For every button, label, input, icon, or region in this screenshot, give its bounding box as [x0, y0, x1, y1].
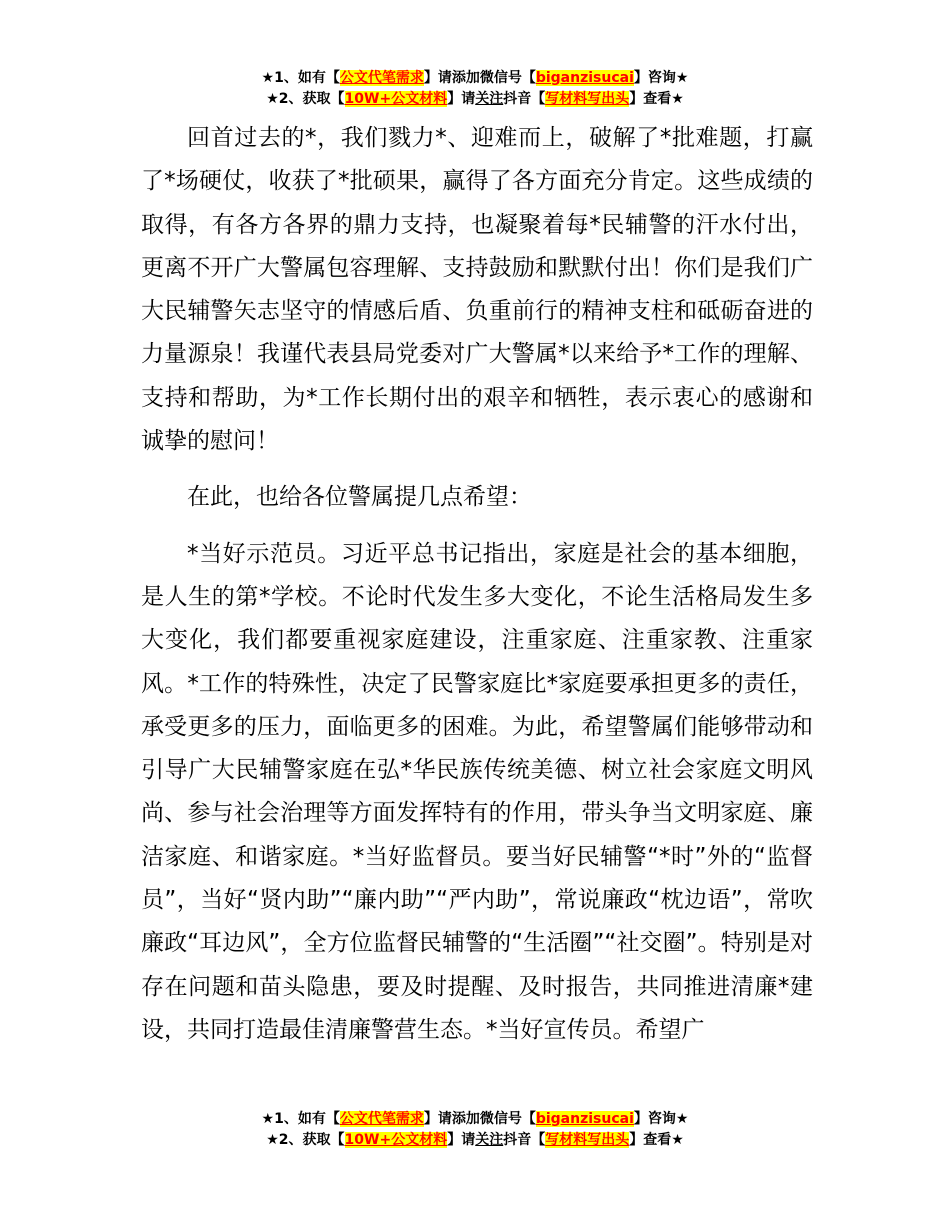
banner-text: 】请 — [423, 70, 452, 86]
banner-text: 】请 — [447, 1132, 476, 1148]
banner-line-2 — [0, 1130, 950, 1151]
banner-text: 1、如有【 — [274, 70, 340, 86]
banner-text: 1、如有【 — [274, 1111, 340, 1127]
banner-line-2 — [0, 89, 950, 110]
banner-text: 微信号【 — [479, 70, 536, 86]
banner-text: 】请 — [447, 91, 476, 107]
star-icon: ★ — [266, 1132, 279, 1148]
banner-text: 】查看★ — [629, 91, 684, 107]
banner-text: 抖音【 — [503, 91, 546, 107]
star-icon: ★ — [261, 1111, 275, 1127]
header-banner — [0, 68, 950, 110]
banner-line-1 — [0, 1109, 950, 1130]
highlight-materials: 10W+公文材料 — [344, 1132, 448, 1148]
banner-line-1 — [0, 68, 950, 89]
banner-text: 添加 — [451, 70, 480, 86]
highlight-service: 公文代笔需求 — [339, 70, 424, 86]
banner-text: 】请 — [423, 1111, 452, 1127]
banner-text: 2、获取【 — [278, 91, 345, 107]
paragraph: 回首过去的*，我们戮力*、迎难而上，破解了*批难题，打赢了*场硬仗，收获了*批硕果，赢得了各方面充分肯定。这些成绩的取得，有各方各界的鼎力支持，也凝聚着每*民辅警的汗水付出，更离不开广大警属包容理解、支持鼓励和默默付出！你们是我们广大民辅警矢志坚守的情感后盾、负重前行的精神支柱和砥砺奋进的力量源泉！我谨代表县局党委对广大警属*以来给予*工作的理解、支持和帮助，为*工作长期付出的艰辛和牺牲，表示衷心的感谢和诚挚的慰问！ — [141, 125, 813, 455]
banner-text: 微信号【 — [479, 1111, 536, 1127]
banner-text: 2、获取【 — [278, 1132, 345, 1148]
banner-text: 添加 — [451, 1111, 480, 1127]
banner-text: 】查看★ — [629, 1132, 684, 1148]
banner-text: 关注 — [475, 91, 504, 107]
paragraph: *当好示范员。习近平总书记指出，家庭是社会的基本细胞，是人生的第*学校。不论时代发生多大变化，不论生活格局发生多大变化，我们都要重视家庭建设，注重家庭、注重家教、注重家风。*工作的特殊性，决定了民警家庭比*家庭要承担更多的责任，承受更多的压力，面临更多的困难。为此，希望警属们能够带动和引导广大民辅警家庭在弘*华民族传统美德、树立社会家庭文明风尚、参与社会治理等方面发挥特有的作用，带头争当文明家庭、廉洁家庭、和谐家庭。*当好监督员。要当好民辅警“*时”外的“监督员”，当好“贤内助”“廉内助”“严内助”，常说廉政“枕边语”，常吹廉政“耳边风”，全方位监督民辅警的“生活圈”“社交圈”。特别是对存在问题和苗头隐患，要及时提醒、及时报告，共同推进清廉*建设，共同打造最佳清廉警营生态。*当好宣传员。希望广 — [141, 540, 813, 1043]
banner-text: 】咨询★ — [633, 1111, 689, 1127]
document-body — [141, 117, 813, 1065]
footer-banner — [0, 1109, 950, 1151]
banner-text: 】咨询★ — [633, 70, 689, 86]
highlight-materials: 10W+公文材料 — [344, 91, 448, 107]
banner-text: 关注 — [475, 1132, 504, 1148]
banner-text: 抖音【 — [503, 1132, 546, 1148]
paragraph: 在此，也给各位警属提几点希望： — [187, 484, 532, 511]
star-icon: ★ — [266, 91, 279, 107]
highlight-douyin: 写材料写出头 — [545, 1132, 630, 1148]
highlight-wechat-id: biganzisucai — [535, 70, 634, 86]
star-icon: ★ — [261, 70, 275, 86]
highlight-wechat-id: biganzisucai — [535, 1111, 634, 1127]
highlight-service: 公文代笔需求 — [339, 1111, 424, 1127]
highlight-douyin: 写材料写出头 — [545, 91, 630, 107]
